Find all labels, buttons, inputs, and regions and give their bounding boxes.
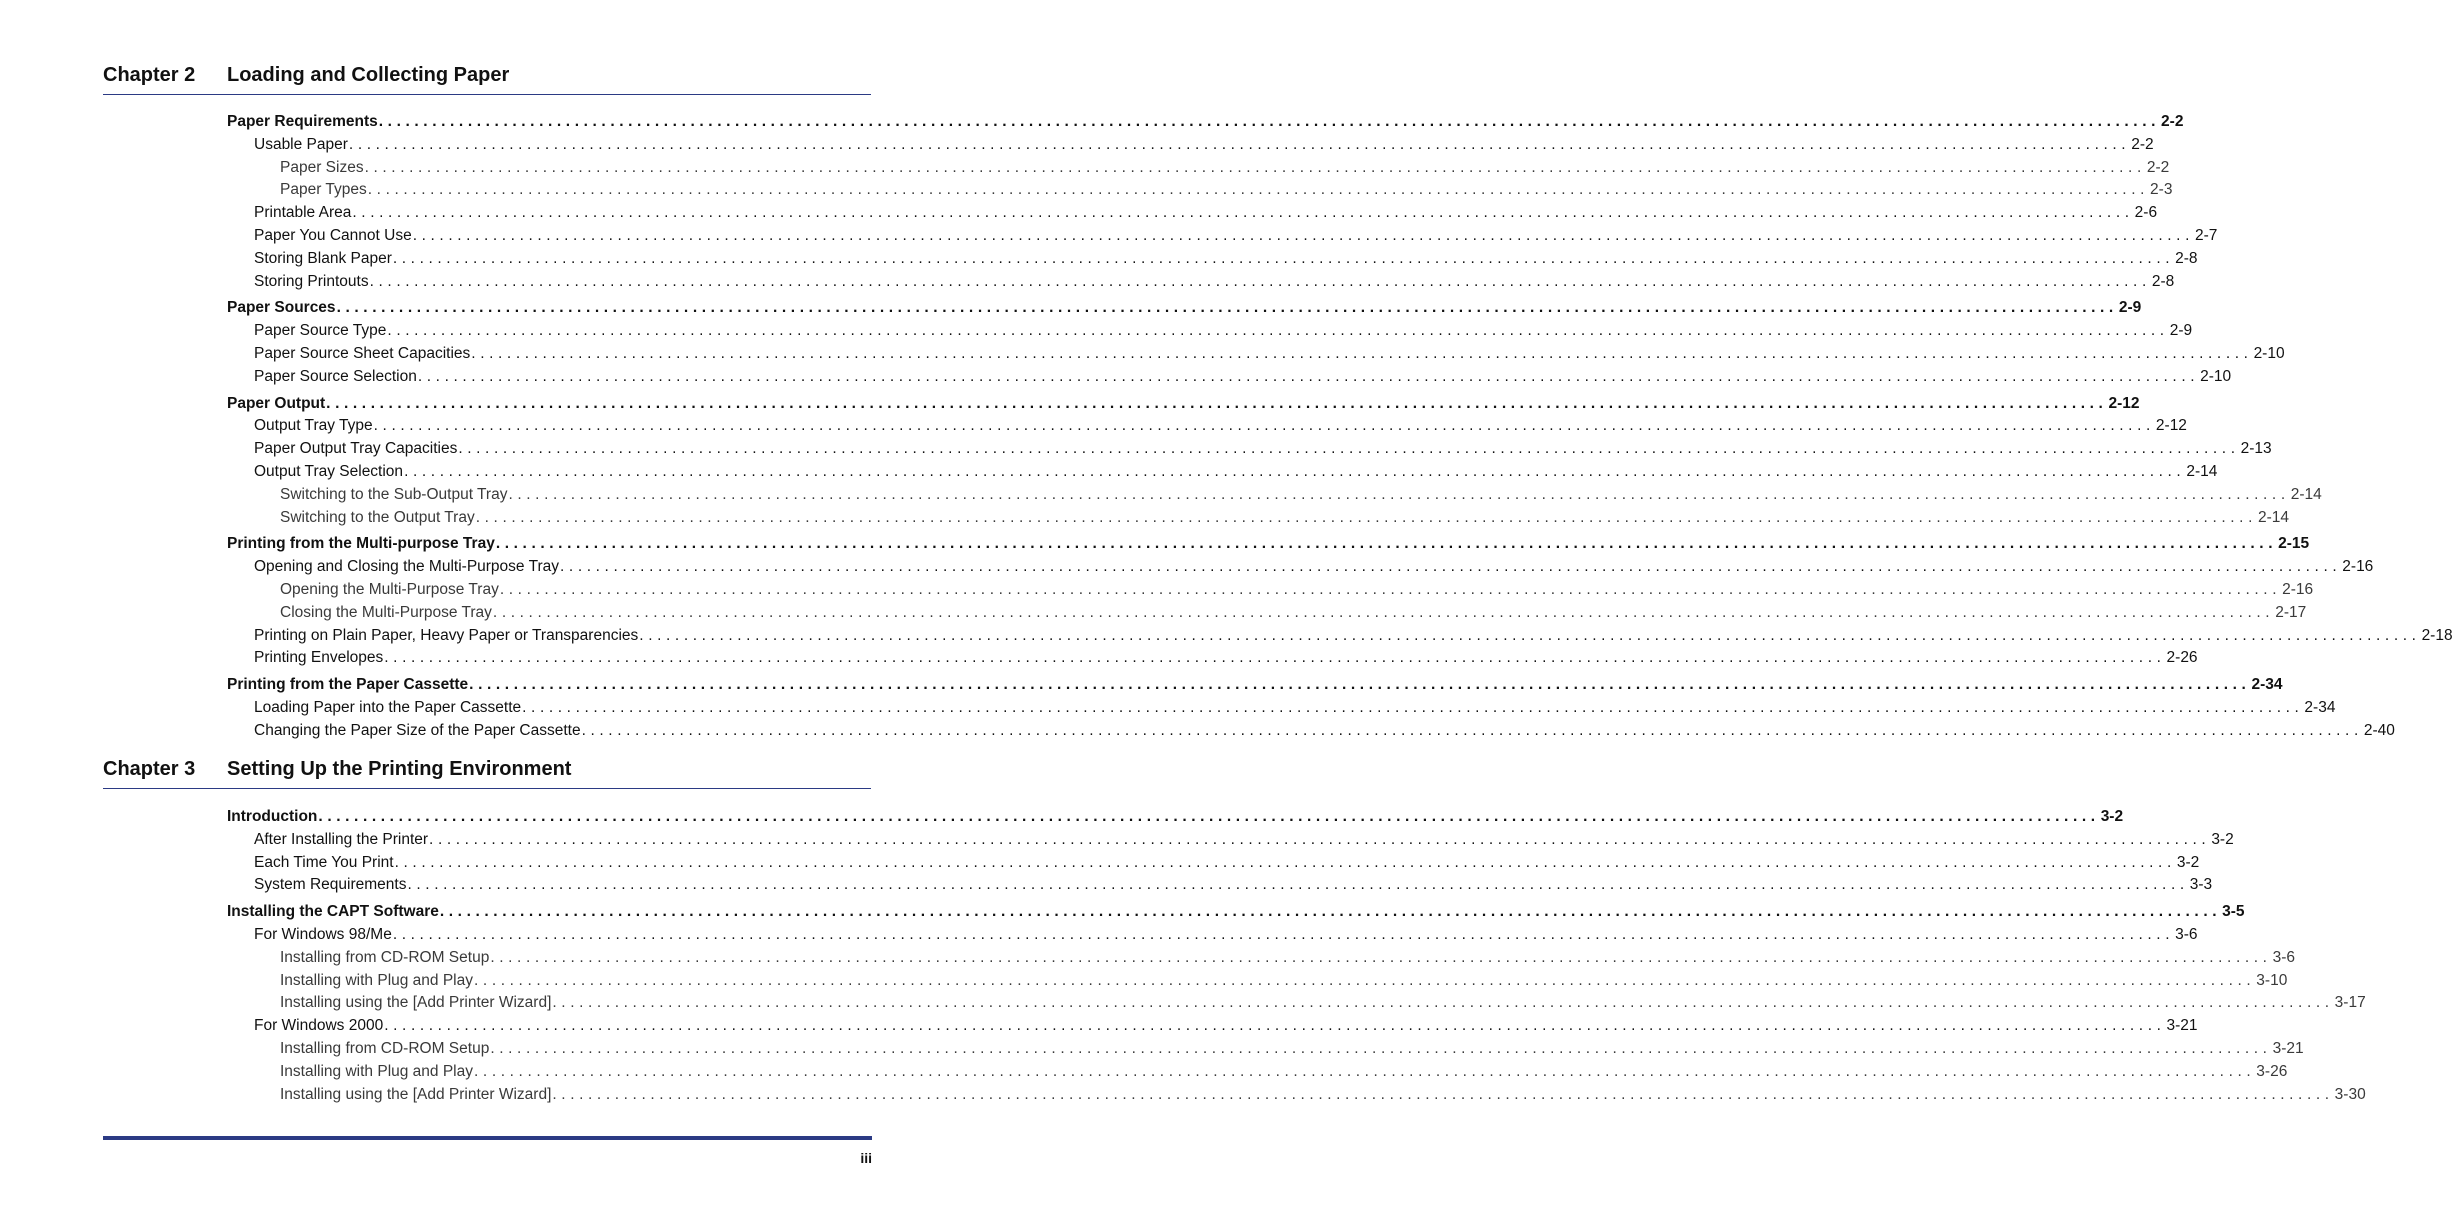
toc-entry[interactable]	[227, 1038, 2304, 1061]
toc-entry[interactable]	[227, 415, 2187, 438]
toc-entry-label: Printing Envelopes	[254, 649, 384, 667]
dot-leader: ........................................................................................................................................................................................................	[490, 948, 2272, 966]
toc-entry-page: 2-14	[2290, 485, 2322, 503]
dot-leader: ........................................................................................................................................................................................................	[552, 1085, 2334, 1103]
toc-entry[interactable]	[227, 248, 2198, 271]
toc-entry[interactable]	[227, 647, 2198, 670]
dot-leader: ........................................................................................................................................................................................................	[407, 876, 2189, 894]
toc-entry[interactable]	[227, 343, 2285, 366]
toc-entry-label: Printing from the Multi-purpose Tray	[227, 535, 495, 553]
toc-entry[interactable]	[227, 393, 2140, 416]
toc-entry-page: 3-2	[2176, 853, 2200, 871]
toc-entry[interactable]	[227, 720, 2395, 743]
dot-leader: ........................................................................................................................................................................................................	[392, 249, 2175, 267]
toc-entry-page: 3-17	[2334, 994, 2366, 1012]
toc-entry-page: 3-21	[2166, 1017, 2198, 1035]
toc-entry[interactable]	[227, 806, 2124, 829]
dot-leader: ........................................................................................................................................................................................................	[439, 903, 2222, 921]
toc-entry-label: Each Time You Print	[254, 853, 394, 871]
toc-entry-page: 2-40	[2363, 721, 2395, 739]
toc-entry-page: 2-18	[2421, 626, 2453, 644]
toc-entry-label: Printing on Plain Paper, Heavy Paper or Transparencies	[254, 626, 639, 644]
toc-entry[interactable]	[227, 924, 2198, 947]
dot-leader: ........................................................................................................................................................................................................	[469, 676, 2251, 694]
toc-entry[interactable]	[227, 556, 2374, 579]
dot-leader: ........................................................................................................................................................................................................	[326, 394, 2108, 412]
toc-entry-page: 2-15	[2278, 535, 2310, 553]
dot-leader: ........................................................................................................................................................................................................	[352, 204, 2134, 222]
toc-entry[interactable]	[227, 1061, 2288, 1084]
toc-entry[interactable]	[227, 179, 2173, 202]
toc-entry-label: Switching to the Sub-Output Tray	[280, 485, 508, 503]
dot-leader: ........................................................................................................................................................................................................	[394, 853, 2176, 871]
toc-entry-label: For Windows 98/Me	[254, 925, 392, 943]
toc-entry-label: Paper Types	[280, 181, 367, 199]
toc-entry-page: 2-8	[2175, 249, 2198, 267]
dot-leader: ........................................................................................................................................................................................................	[499, 580, 2282, 598]
dot-leader: ........................................................................................................................................................................................................	[475, 508, 2257, 526]
chapter-title: Loading and Collecting Paper	[227, 64, 510, 86]
toc-entry-page: 2-3	[2150, 181, 2173, 199]
dot-leader: ........................................................................................................................................................................................................	[387, 322, 2169, 340]
dot-leader: ........................................................................................................................................................................................................	[392, 925, 2175, 943]
toc-entry[interactable]	[227, 992, 2366, 1015]
chapter-number: Chapter 2	[103, 64, 196, 86]
toc-entry-label: Paper Sources	[227, 299, 336, 317]
dot-leader: ........................................................................................................................................................................................................	[474, 971, 2256, 989]
chapter-number: Chapter 3	[103, 758, 196, 780]
toc-entry-label: Opening the Multi-Purpose Tray	[280, 580, 499, 598]
toc-entry-label: Output Tray Type	[254, 417, 373, 435]
toc-list-chapter-2	[227, 111, 2453, 743]
dot-leader: ........................................................................................................................................................................................................	[471, 344, 2253, 362]
dot-leader: ........................................................................................................................................................................................................	[522, 698, 2304, 716]
dot-leader: ........................................................................................................................................................................................................	[348, 135, 2131, 153]
toc-entry-page: 2-9	[2169, 322, 2193, 340]
toc-entry-page: 2-13	[2240, 440, 2272, 458]
toc-entry-page: 2-14	[2186, 462, 2218, 480]
toc-entry-page: 2-14	[2258, 508, 2290, 526]
toc-entry[interactable]	[227, 507, 2290, 530]
toc-entry[interactable]	[227, 484, 2322, 507]
dot-leader: ........................................................................................................................................................................................................	[639, 626, 2421, 644]
toc-entry-page: 2-2	[2146, 158, 2170, 176]
toc-entry-page: 3-2	[2100, 808, 2124, 825]
toc-entry-label: After Installing the Printer	[254, 830, 429, 848]
toc-entry[interactable]	[227, 320, 2193, 343]
toc-entry-page: 2-12	[2108, 394, 2140, 412]
chapter-heading-3	[103, 754, 871, 789]
dot-leader: ........................................................................................................................................................................................................	[490, 1039, 2272, 1057]
toc-entry-label: Paper You Cannot Use	[254, 226, 412, 244]
toc-entry-label: Installing from CD-ROM Setup	[280, 1039, 490, 1057]
toc-entry-page: 3-2	[2211, 830, 2234, 848]
toc-entry-page: 2-8	[2151, 272, 2175, 290]
toc-entry-label: Paper Output	[227, 394, 326, 412]
dot-leader: ........................................................................................................................................................................................................	[552, 994, 2334, 1012]
toc-entry[interactable]	[227, 874, 2213, 897]
toc-entry[interactable]	[227, 1015, 2198, 1038]
toc-entry[interactable]	[227, 674, 2283, 697]
toc-entry[interactable]	[227, 225, 2218, 248]
dot-leader: ........................................................................................................................................................................................................	[404, 462, 2186, 480]
dot-leader: ........................................................................................................................................................................................................	[458, 440, 2240, 458]
toc-entry-page: 3-6	[2175, 925, 2198, 943]
toc-entry[interactable]	[227, 947, 2295, 970]
toc-list-chapter-3	[227, 806, 2366, 1106]
toc-entry-page: 2-2	[2161, 113, 2184, 130]
toc-entry-label: For Windows 2000	[254, 1017, 384, 1035]
toc-entry[interactable]	[227, 697, 2336, 720]
toc-entry[interactable]	[227, 111, 2184, 134]
toc-entry-page: 3-3	[2189, 876, 2213, 894]
toc-entry-label: Paper Sizes	[280, 158, 364, 176]
toc-entry-page: 2-17	[2275, 603, 2307, 621]
toc-entry-label: Paper Requirements	[227, 113, 378, 130]
toc-entry[interactable]	[227, 157, 2170, 180]
toc-entry[interactable]	[227, 970, 2288, 993]
toc-entry-label: Installing the CAPT Software	[227, 903, 439, 921]
toc-entry-label: Usable Paper	[254, 135, 348, 153]
toc-entry-label: Installing with Plug and Play	[280, 1062, 474, 1080]
toc-entry-page: 2-16	[2282, 580, 2314, 598]
toc-entry[interactable]	[227, 297, 2142, 320]
toc-entry-label: Installing from CD-ROM Setup	[280, 948, 490, 966]
toc-entry-page: 2-6	[2134, 204, 2158, 222]
toc-entry-page: 3-5	[2222, 903, 2245, 921]
toc-entry-label: Opening and Closing the Multi-Purpose Tray	[254, 558, 559, 576]
toc-entry-page: 3-6	[2272, 948, 2295, 966]
toc-entry-page: 2-26	[2166, 649, 2198, 667]
toc-entry-label: Storing Blank Paper	[254, 249, 392, 267]
dot-leader: ........................................................................................................................................................................................................	[560, 558, 2342, 576]
toc-entry-label: Installing using the [Add Printer Wizard]	[280, 994, 552, 1012]
toc-entry-label: Paper Source Selection	[254, 367, 417, 385]
dot-leader: ........................................................................................................................................................................................................	[492, 603, 2275, 621]
dot-leader: ........................................................................................................................................................................................................	[373, 417, 2155, 435]
toc-entry-page: 2-10	[2200, 367, 2232, 385]
toc-entry-label: Closing the Multi-Purpose Tray	[280, 603, 492, 621]
toc-entry[interactable]	[227, 602, 2307, 625]
toc-entry-label: Loading Paper into the Paper Cassette	[254, 698, 522, 716]
toc-entry[interactable]	[227, 461, 2218, 484]
dot-leader: ........................................................................................................................................................................................................	[369, 272, 2151, 290]
toc-entry-label: Switching to the Output Tray	[280, 508, 475, 526]
toc-entry[interactable]	[227, 202, 2158, 225]
toc-entry-page: 2-12	[2155, 417, 2187, 435]
dot-leader: ........................................................................................................................................................................................................	[508, 485, 2290, 503]
dot-leader: ........................................................................................................................................................................................................	[336, 299, 2118, 317]
toc-entry-label: Installing with Plug and Play	[280, 971, 474, 989]
toc-entry[interactable]	[227, 579, 2314, 602]
chapter-heading-2	[103, 60, 871, 95]
toc-entry-page: 2-2	[2131, 135, 2154, 153]
dot-leader: ........................................................................................................................................................................................................	[318, 808, 2100, 825]
toc-entry-page: 2-9	[2118, 299, 2142, 317]
toc-entry-page: 3-30	[2334, 1085, 2366, 1103]
dot-leader: ........................................................................................................................................................................................................	[384, 649, 2166, 667]
dot-leader: ........................................................................................................................................................................................................	[495, 535, 2278, 553]
toc-entry[interactable]	[227, 533, 2310, 556]
toc-entry[interactable]	[227, 901, 2245, 924]
toc-entry-label: Introduction	[227, 808, 318, 825]
dot-leader: ........................................................................................................................................................................................................	[429, 830, 2211, 848]
toc-entry-page: 3-21	[2272, 1039, 2304, 1057]
dot-leader: ........................................................................................................................................................................................................	[581, 721, 2363, 739]
toc-entry[interactable]	[227, 625, 2453, 648]
dot-leader: ........................................................................................................................................................................................................	[367, 181, 2150, 199]
footer-rule	[103, 1136, 872, 1140]
toc-entry[interactable]	[227, 366, 2232, 389]
toc-entry-label: Output Tray Selection	[254, 462, 404, 480]
toc-entry-label: Storing Printouts	[254, 272, 369, 290]
toc-entry-label: Paper Source Sheet Capacities	[254, 344, 471, 362]
toc-entry-page: 2-34	[2251, 676, 2283, 694]
dot-leader: ........................................................................................................................................................................................................	[378, 113, 2161, 130]
dot-leader: ........................................................................................................................................................................................................	[417, 367, 2200, 385]
toc-entry-label: Printable Area	[254, 204, 352, 222]
toc-entry-page: 3-26	[2256, 1062, 2288, 1080]
toc-entry[interactable]	[227, 271, 2175, 294]
toc-entry[interactable]	[227, 438, 2272, 461]
toc-entry[interactable]	[227, 1084, 2366, 1107]
toc-entry-label: Paper Source Type	[254, 322, 387, 340]
toc-entry-label: Paper Output Tray Capacities	[254, 440, 458, 458]
toc-entry-page: 2-10	[2253, 344, 2285, 362]
dot-leader: ........................................................................................................................................................................................................	[474, 1062, 2256, 1080]
dot-leader: ........................................................................................................................................................................................................	[412, 226, 2194, 244]
page-number: iii	[860, 1150, 872, 1166]
toc-entry-page: 2-7	[2194, 226, 2218, 244]
toc-entry-label: Changing the Paper Size of the Paper Cassette	[254, 721, 581, 739]
toc-entry-page: 3-10	[2256, 971, 2288, 989]
dot-leader: ........................................................................................................................................................................................................	[384, 1017, 2166, 1035]
toc-entry[interactable]	[227, 852, 2200, 875]
toc-entry-page: 2-34	[2304, 698, 2336, 716]
toc-entry-label: System Requirements	[254, 876, 407, 894]
toc-entry[interactable]	[227, 134, 2154, 157]
dot-leader: ........................................................................................................................................................................................................	[364, 158, 2146, 176]
toc-entry[interactable]	[227, 829, 2234, 852]
toc-entry-label: Installing using the [Add Printer Wizard]	[280, 1085, 552, 1103]
chapter-title: Setting Up the Printing Environment	[227, 758, 572, 780]
toc-entry-label: Printing from the Paper Cassette	[227, 676, 469, 694]
toc-entry-page: 2-16	[2342, 558, 2374, 576]
